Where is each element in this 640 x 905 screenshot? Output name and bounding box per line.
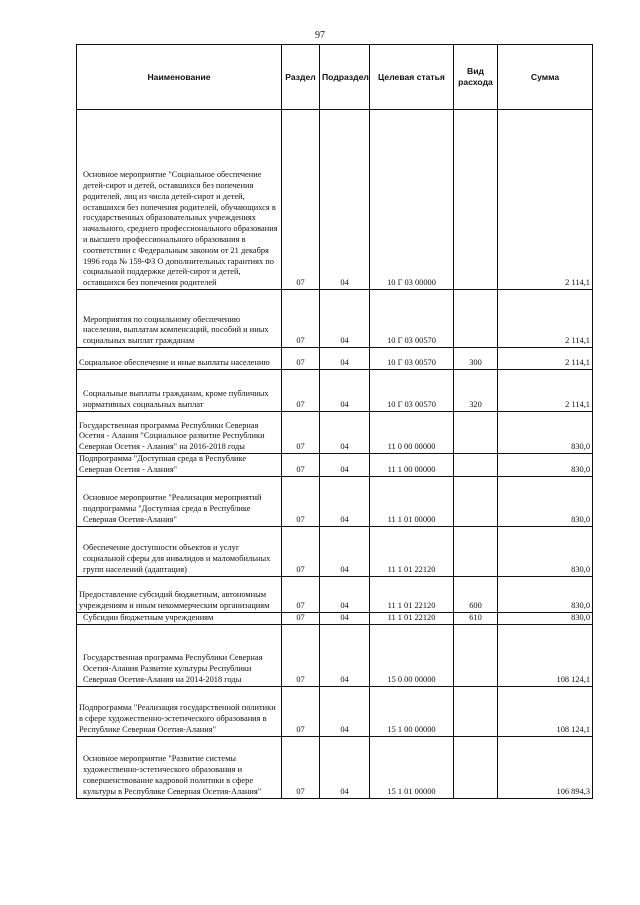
cell-target: 11 1 01 22120: [370, 576, 454, 612]
cell-name: Подпрограмма "Доступная среда в Республике Северная Осетия - Алания": [77, 454, 282, 477]
header-subsection: Подраздел: [320, 45, 370, 110]
cell-name: Предоставление субсидий бюджетным, автономным учреждениям и иным некоммерческим организациям: [77, 576, 282, 612]
cell-sum: 2 114,1: [498, 348, 593, 370]
cell-target: 11 1 01 00000: [370, 476, 454, 526]
cell-section: 07: [282, 348, 320, 370]
header-section: Раздел: [282, 45, 320, 110]
table-row: [77, 686, 593, 736]
cell-section: 07: [282, 526, 320, 576]
cell-expense-type: [454, 736, 498, 798]
cell-target: 11 1 01 22120: [370, 612, 454, 624]
table-row: [77, 612, 593, 624]
cell-section: 07: [282, 110, 320, 290]
cell-name: Обеспечение доступности объектов и услуг социальной сферы для инвалидов и маломобильных групп населений (адаптация): [77, 526, 282, 576]
cell-section: 07: [282, 454, 320, 477]
cell-subsection: 04: [320, 370, 370, 412]
table-row: [77, 290, 593, 348]
cell-target: 10 Г 03 00000: [370, 110, 454, 290]
table-row: [77, 412, 593, 454]
cell-sum: 830,0: [498, 576, 593, 612]
cell-subsection: 04: [320, 736, 370, 798]
cell-target: 11 1 01 22120: [370, 526, 454, 576]
table-row: [77, 110, 593, 290]
cell-subsection: 04: [320, 110, 370, 290]
cell-sum: 830,0: [498, 526, 593, 576]
table-row: [77, 454, 593, 477]
page-number: 97: [315, 30, 325, 41]
cell-expense-type: 320: [454, 370, 498, 412]
cell-sum: 108 124,1: [498, 624, 593, 686]
cell-section: 07: [282, 736, 320, 798]
cell-sum: 108 124,1: [498, 686, 593, 736]
cell-target: 15 1 01 00000: [370, 736, 454, 798]
cell-section: 07: [282, 576, 320, 612]
table-row: [77, 624, 593, 686]
cell-subsection: 04: [320, 686, 370, 736]
cell-section: 07: [282, 290, 320, 348]
cell-expense-type: [454, 454, 498, 477]
cell-expense-type: [454, 412, 498, 454]
cell-name: Субсидии бюджетным учреждениям: [77, 612, 282, 624]
header-name: Наименование: [77, 45, 282, 110]
header-expense-type: Вид расхода: [454, 45, 498, 110]
cell-section: 07: [282, 476, 320, 526]
cell-subsection: 04: [320, 290, 370, 348]
cell-section: 07: [282, 412, 320, 454]
table-row: [77, 526, 593, 576]
table-row: [77, 370, 593, 412]
cell-name: Основное мероприятие "Реализация мероприятий подпрограммы "Доступная среда в Республике Северная Осетия-Алания": [77, 476, 282, 526]
cell-target: 15 1 00 00000: [370, 686, 454, 736]
cell-expense-type: 300: [454, 348, 498, 370]
cell-subsection: 04: [320, 348, 370, 370]
cell-target: 11 1 00 00000: [370, 454, 454, 477]
table-row: [77, 576, 593, 612]
cell-sum: 106 894,3: [498, 736, 593, 798]
cell-name: Государственная программа Республики Северная Осетия - Алания "Социальное развитие Республики Северная Осетия - Алания" на 2016-2018 годы: [77, 412, 282, 454]
table-header-row: [77, 45, 593, 110]
cell-name: Основное мероприятие "Социальное обеспечение детей-сирот и детей, оставшихся без попечения родителей, лиц из числа детей-сирот и детей, оставшихся без попечения родителей, обучающихся в государственных образовательных учреждениях начального, среднего профессионального образования и высшего профессионального образования в соответствии с Федеральным законом от 21 декабря 1996 года № 159-ФЗ О дополнительных гарантиях по социальной поддержке детей-сирот и детей, оставшихся без попечения родителей: [77, 110, 282, 290]
cell-expense-type: [454, 110, 498, 290]
cell-sum: 2 114,1: [498, 370, 593, 412]
cell-section: 07: [282, 370, 320, 412]
cell-expense-type: [454, 624, 498, 686]
cell-expense-type: [454, 290, 498, 348]
cell-target: 15 0 00 00000: [370, 624, 454, 686]
cell-sum: 2 114,1: [498, 290, 593, 348]
cell-section: 07: [282, 624, 320, 686]
cell-name: Основное мероприятие "Развитие системы художественно-эстетического образования и совершенствование кадровой политики в сфере культуры в Республике Северная Осетия-Алания": [77, 736, 282, 798]
cell-target: 10 Г 03 00570: [370, 290, 454, 348]
cell-name: Мероприятия по социальному обеспечению населения, выплатам компенсаций, пособий и иных социальных выплат гражданам: [77, 290, 282, 348]
cell-subsection: 04: [320, 412, 370, 454]
cell-sum: 830,0: [498, 412, 593, 454]
cell-expense-type: 610: [454, 612, 498, 624]
table-row: [77, 348, 593, 370]
budget-table: [76, 44, 593, 799]
table-row: [77, 736, 593, 798]
cell-sum: 830,0: [498, 476, 593, 526]
cell-expense-type: [454, 476, 498, 526]
cell-sum: 2 114,1: [498, 110, 593, 290]
cell-sum: 830,0: [498, 612, 593, 624]
cell-subsection: 04: [320, 624, 370, 686]
header-target: Целевая статья: [370, 45, 454, 110]
cell-name: Подпрограмма "Реализация государственной политики в сфере художественно-эстетического образования в Республике Северная Осетия-Алания": [77, 686, 282, 736]
cell-target: 10 Г 03 00570: [370, 348, 454, 370]
cell-target: 11 0 00 00000: [370, 412, 454, 454]
cell-subsection: 04: [320, 576, 370, 612]
cell-section: 07: [282, 612, 320, 624]
cell-subsection: 04: [320, 476, 370, 526]
cell-name: Социальные выплаты гражданам, кроме публичных нормативных социальных выплат: [77, 370, 282, 412]
cell-target: 10 Г 03 00570: [370, 370, 454, 412]
cell-expense-type: 600: [454, 576, 498, 612]
cell-subsection: 04: [320, 612, 370, 624]
cell-subsection: 04: [320, 526, 370, 576]
header-sum: Сумма: [498, 45, 593, 110]
cell-expense-type: [454, 686, 498, 736]
cell-sum: 830,0: [498, 454, 593, 477]
cell-subsection: 04: [320, 454, 370, 477]
cell-expense-type: [454, 526, 498, 576]
cell-name: Государственная программа Республики Северная Осетия-Алания Развитие культуры Республики Северная Осетия-Алания на 2014-2018 годы: [77, 624, 282, 686]
cell-name: Социальное обеспечение и иные выплаты населению: [77, 348, 282, 370]
cell-section: 07: [282, 686, 320, 736]
table-row: [77, 476, 593, 526]
